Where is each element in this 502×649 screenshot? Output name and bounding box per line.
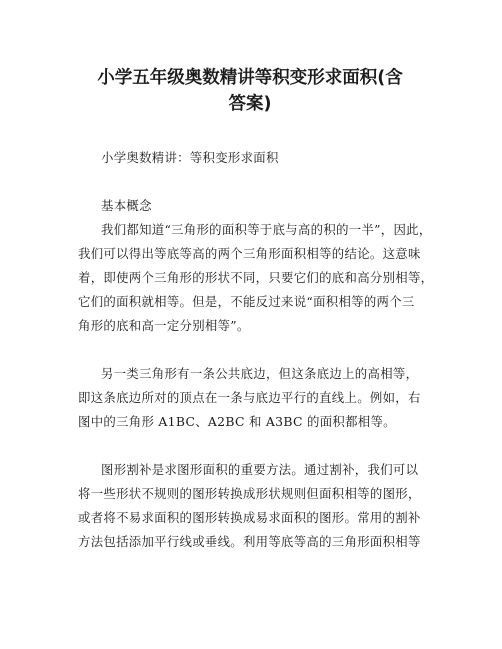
paragraph-2-line-1: 另一类三角形有一条公共底边，但这条底边上的高相等， (101, 366, 419, 381)
paragraph-3-line-2: 将一些形状不规则的图形转换成形状规则但面积相等的图形， (78, 486, 421, 501)
paragraph-3-line-3: 或者将不易求面积的图形转换成易求面积的图形。常用的割补 (78, 510, 421, 525)
paragraph-1-line-3: 着，即使两个三角形的形状不同，只要它们的底和高分别相等， (78, 270, 434, 285)
paragraph-2-line-2: 即这条底边所对的顶点在一条与底边平行的直线上。例如，右 (78, 390, 421, 405)
subtitle: 小学奥数精讲：等积变形求面积 (101, 150, 279, 165)
paragraph-1-line-5: 角形的底和高一定分别相等”。 (78, 318, 250, 333)
paragraph-3-line-4: 方法包括添加平行线或垂线。利用等底等高的三角形面积相等 (78, 534, 421, 549)
paragraph-1-line-2: 我们可以得出等底等高的两个三角形面积相等的结论。这意味 (78, 246, 421, 261)
paragraph-1-line-4: 它们的面积就相等。但是，不能反过来说“面积相等的两个三 (78, 294, 415, 309)
paragraph-2-line-3: 图中的三角形 A1BC、A2BC 和 A3BC 的面积都相等。 (78, 414, 396, 429)
section-heading: 基本概念 (101, 198, 152, 213)
paragraph-1-line-1: 我们都知道“三角形的面积等于底与高的积的一半”，因此， (101, 222, 432, 237)
paragraph-3-line-1: 图形割补是求图形面积的重要方法。通过割补，我们可以 (101, 462, 419, 477)
document-title-line-2: 答案) (228, 94, 272, 114)
document-title-line-1: 小学五年级奥数精讲等积变形求面积(含 (97, 68, 403, 88)
